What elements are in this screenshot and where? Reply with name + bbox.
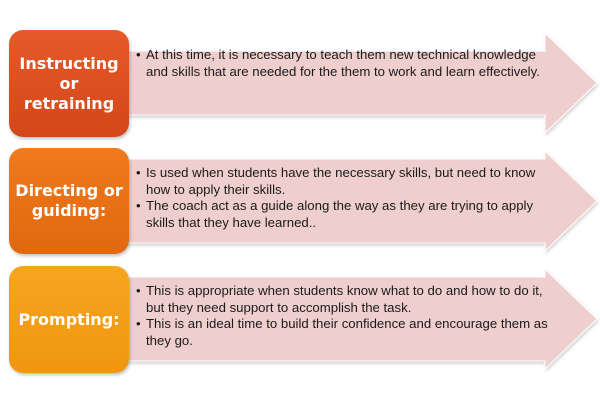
label-instructing: Instructing or retraining [9,30,129,137]
label-directing: Directing or guiding: [9,148,129,254]
bullet-list-prompting [136,283,552,349]
bullet-list-directing [136,165,552,231]
bullet-list-instructing [136,47,552,80]
bullet-item: • The coach act as a guide along the way as they are trying to apply skills that they have learned.. [136,198,552,231]
bullet-item: • At this time, it is necessary to teach them new technical knowledge and skills that are needed for the them to work and learn effectively. [136,47,552,80]
label-prompting: Prompting: [9,266,129,373]
bullet-item: • Is used when students have the necessary skills, but need to know how to apply their skills. [136,165,552,198]
bullet-item: • This is an ideal time to build their confidence and encourage them as they go. [136,316,552,349]
bullet-item: • This is appropriate when students know what to do and how to do it, but they need support to accomplish the task. [136,283,552,316]
